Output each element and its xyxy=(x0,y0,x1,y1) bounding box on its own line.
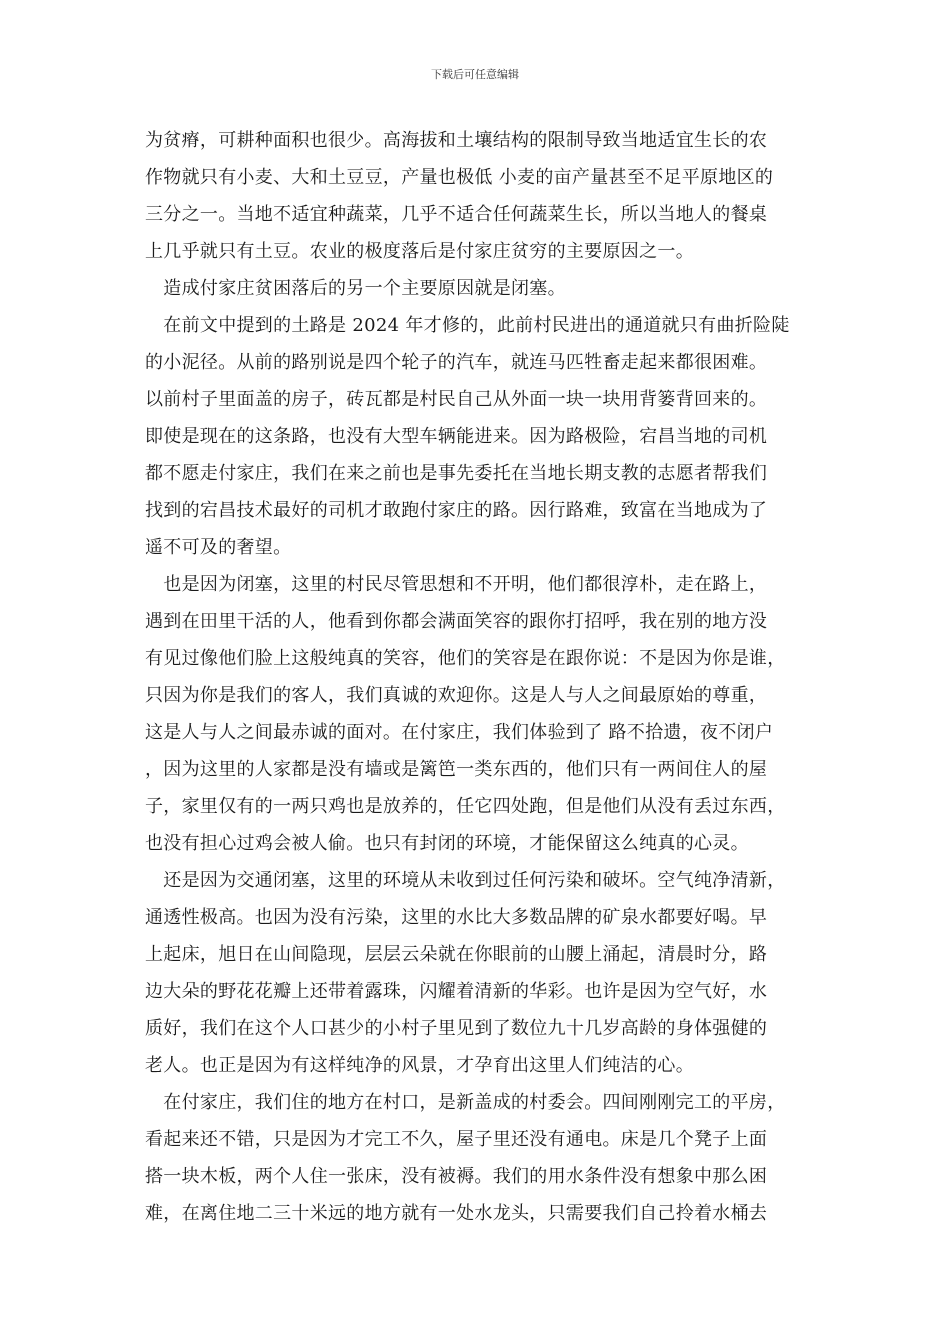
document-body xyxy=(145,122,825,1232)
text-line: 在付家庄，我们住的地方在村口，是新盖成的村委会。四间刚刚完工的平房， xyxy=(145,1092,786,1113)
text-line: 上几乎就只有土豆。农业的极度落后是付家庄贫穷的主要原因之一。 xyxy=(145,241,694,262)
text-line: ，因为这里的人家都是没有墙或是篱笆一类东西的，他们只有一两间住人的屋 xyxy=(145,759,768,780)
text-line: 作物就只有小麦、大和土豆豆，产量也极低 小麦的亩产量甚至不足平原地区的 xyxy=(145,167,774,188)
text-line: 这是人与人之间最赤诚的面对。在付家庄，我们体验到了 路不拾遗，夜不闭户 xyxy=(145,722,774,743)
text-line: 上起床，旭日在山间隐现，层层云朵就在你眼前的山腰上涌起，清晨时分，路 xyxy=(145,944,768,965)
text-line: 也没有担心过鸡会被人偷。也只有封闭的环境，才能保留这么纯真的心灵。 xyxy=(145,833,749,854)
text-line: 在前文中提到的土路是 2024 年才修的，此前村民进出的通道就只有曲折险陡 xyxy=(145,315,790,336)
text-line: 搭一块木板，两个人住一张床，没有被褥。我们的用水条件没有想象中那么困 xyxy=(145,1166,768,1187)
text-line: 子，家里仅有的一两只鸡也是放养的，任它四处跑，但是他们从没有丢过东西， xyxy=(145,796,786,817)
text-line: 看起来还不错，只是因为才完工不久，屋子里还没有通电。床是几个凳子上面 xyxy=(145,1129,768,1150)
text-line: 即使是现在的这条路，也没有大型车辆能进来。因为路极险，宕昌当地的司机 xyxy=(145,426,768,447)
text-line: 遇到在田里干活的人，他看到你都会满面笑容的跟你打招呼，我在别的地方没 xyxy=(145,611,768,632)
text-line: 老人。也正是因为有这样纯净的风景，才孕育出这里人们纯洁的心。 xyxy=(145,1055,694,1076)
text-line: 为贫瘠，可耕种面积也很少。高海拔和土壤结构的限制导致当地适宜生长的农 xyxy=(145,130,768,151)
text-line: 都不愿走付家庄，我们在来之前也是事先委托在当地长期支教的志愿者帮我们 xyxy=(145,463,768,484)
text-line: 还是因为交通闭塞，这里的环境从未收到过任何污染和破坏。空气纯净清新， xyxy=(145,870,786,891)
text-line: 造成付家庄贫困落后的另一个主要原因就是闭塞。 xyxy=(145,278,566,299)
text-line: 以前村子里面盖的房子，砖瓦都是村民自己从外面一块一块用背篓背回来的。 xyxy=(145,389,768,410)
text-line: 通透性极高。也因为没有污染，这里的水比大多数品牌的矿泉水都要好喝。早 xyxy=(145,907,768,928)
page-header: 下载后可任意编辑 xyxy=(431,68,519,81)
text-line: 难，在离住地二三十米远的地方就有一处水龙头，只需要我们自己拎着水桶去 xyxy=(145,1203,768,1224)
text-line: 有见过像他们脸上这般纯真的笑容，他们的笑容是在跟你说：不是因为你是谁， xyxy=(145,648,786,669)
text-line: 三分之一。当地不适宜种蔬菜，几乎不适合任何蔬菜生长，所以当地人的餐桌 xyxy=(145,204,768,225)
text-line: 遥不可及的奢望。 xyxy=(145,537,292,558)
text-line: 找到的宕昌技术最好的司机才敢跑付家庄的路。因行路难，致富在当地成为了 xyxy=(145,500,768,521)
text-line: 边大朵的野花花瓣上还带着露珠，闪耀着清新的华彩。也许是因为空气好，水 xyxy=(145,981,768,1002)
text-line: 质好，我们在这个人口甚少的小村子里见到了数位九十几岁高龄的身体强健的 xyxy=(145,1018,768,1039)
text-line: 也是因为闭塞，这里的村民尽管思想和不开明，他们都很淳朴，走在路上， xyxy=(145,574,768,595)
text-line: 只因为你是我们的客人，我们真诚的欢迎你。这是人与人之间最原始的尊重， xyxy=(145,685,768,706)
text-line: 的小泥径。从前的路别说是四个轮子的汽车，就连马匹牲畜走起来都很困难。 xyxy=(145,352,768,373)
